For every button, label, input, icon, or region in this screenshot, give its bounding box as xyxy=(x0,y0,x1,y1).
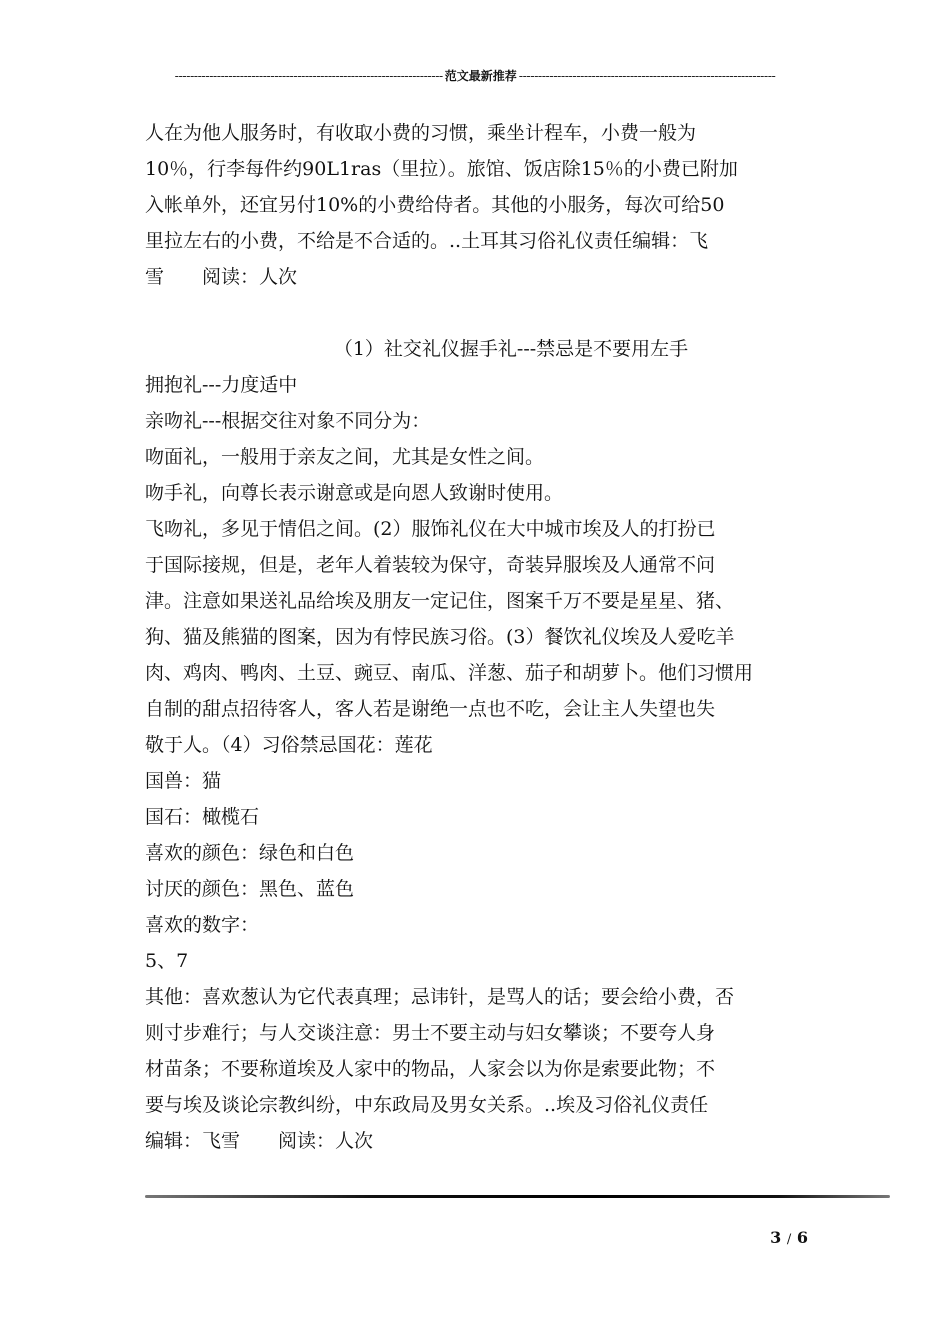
page-header xyxy=(145,68,805,84)
header-rule-left: ---------------------------------------------------------------------- xyxy=(174,69,443,83)
blank-line xyxy=(145,295,807,331)
paragraph-line: 吻手礼，向尊长表示谢意或是向恩人致谢时使用。 xyxy=(145,482,564,504)
paragraph-line: 则寸步难行；与人交谈注意：男士不要主动与妇女攀谈；不要夸人身 xyxy=(145,1022,716,1044)
paragraph-line: 国兽：猫 xyxy=(145,770,222,792)
section-heading: （1）社交礼仪握手礼---禁忌是不要用左手 xyxy=(333,338,689,360)
paragraph-line: 自制的甜点招待客人，客人若是谢绝一点也不吃，会让主人失望也失 xyxy=(145,698,716,720)
paragraph-line: 讨厌的颜色：黑色、蓝色 xyxy=(145,878,355,900)
paragraph-line: 飞吻礼，多见于情侣之间。(2）服饰礼仪在大中城市埃及人的打扮已 xyxy=(145,518,716,540)
paragraph-line: 吻面礼，一般用于亲友之间，尤其是女性之间。 xyxy=(145,446,545,468)
paragraph-line: 10％，行李每件约90L1ras（里拉）。旅馆、饭店除15％的小费已附加 xyxy=(145,158,738,180)
paragraph-line: 喜欢的数字： xyxy=(145,914,260,936)
paragraph-line: 喜欢的颜色：绿色和白色 xyxy=(145,842,355,864)
footer-divider xyxy=(145,1195,890,1198)
paragraph-line: 5、7 xyxy=(145,950,189,972)
paragraph-line: 人在为他人服务时，有收取小费的习惯，乘坐计程车，小费一般为 xyxy=(145,122,697,144)
page-number xyxy=(760,1228,808,1247)
paragraph-line: 肉、鸡肉、鸭肉、土豆、豌豆、南瓜、洋葱、茄子和胡萝卜。他们习惯用 xyxy=(145,662,754,684)
header-rule-right: ------------------------------------------------------------------- xyxy=(518,69,776,83)
paragraph-line: 国石：橄榄石 xyxy=(145,806,260,828)
paragraph-line: 亲吻礼---根据交往对象不同分为： xyxy=(145,410,431,432)
paragraph-line: 其他：喜欢葱认为它代表真理；忌讳针，是骂人的话；要会给小费，否 xyxy=(145,986,735,1008)
paragraph-line: 里拉左右的小费，不给是不合适的。..土耳其习俗礼仪责任编辑：飞 xyxy=(145,230,709,252)
paragraph-line: 于国际接规，但是，老年人着装较为保守，奇装异服埃及人通常不问 xyxy=(145,554,716,576)
paragraph-line: 入帐单外，还宜另付10%的小费给侍者。其他的小服务，每次可给50 xyxy=(145,194,725,216)
paragraph-line: 拥抱礼---力度适中 xyxy=(145,374,298,396)
paragraph-line: 狗、猫及熊猫的图案，因为有悖民族习俗。(3）餐饮礼仪埃及人爱吃羊 xyxy=(145,626,735,648)
page-total: 6 xyxy=(796,1228,808,1247)
paragraph-line: 编辑：飞雪 阅读：人次 xyxy=(145,1130,374,1152)
paragraph-line: 材苗条；不要称道埃及人家中的物品，人家会以为你是索要此物；不 xyxy=(145,1058,716,1080)
page-current: 3 xyxy=(770,1228,782,1247)
paragraph-line: 雪 阅读：人次 xyxy=(145,266,298,288)
page-separator: / xyxy=(786,1232,792,1247)
header-title: 范文最新推荐 xyxy=(444,69,517,83)
document-body xyxy=(145,115,807,1159)
paragraph-line: 要与埃及谈论宗教纠纷，中东政局及男女关系。..埃及习俗礼仪责任 xyxy=(145,1094,709,1116)
paragraph-line: 敬于人。（4）习俗禁忌国花：莲花 xyxy=(145,734,433,756)
paragraph-line: 津。注意如果送礼品给埃及朋友一定记住，图案千万不要是星星、猪、 xyxy=(145,590,735,612)
